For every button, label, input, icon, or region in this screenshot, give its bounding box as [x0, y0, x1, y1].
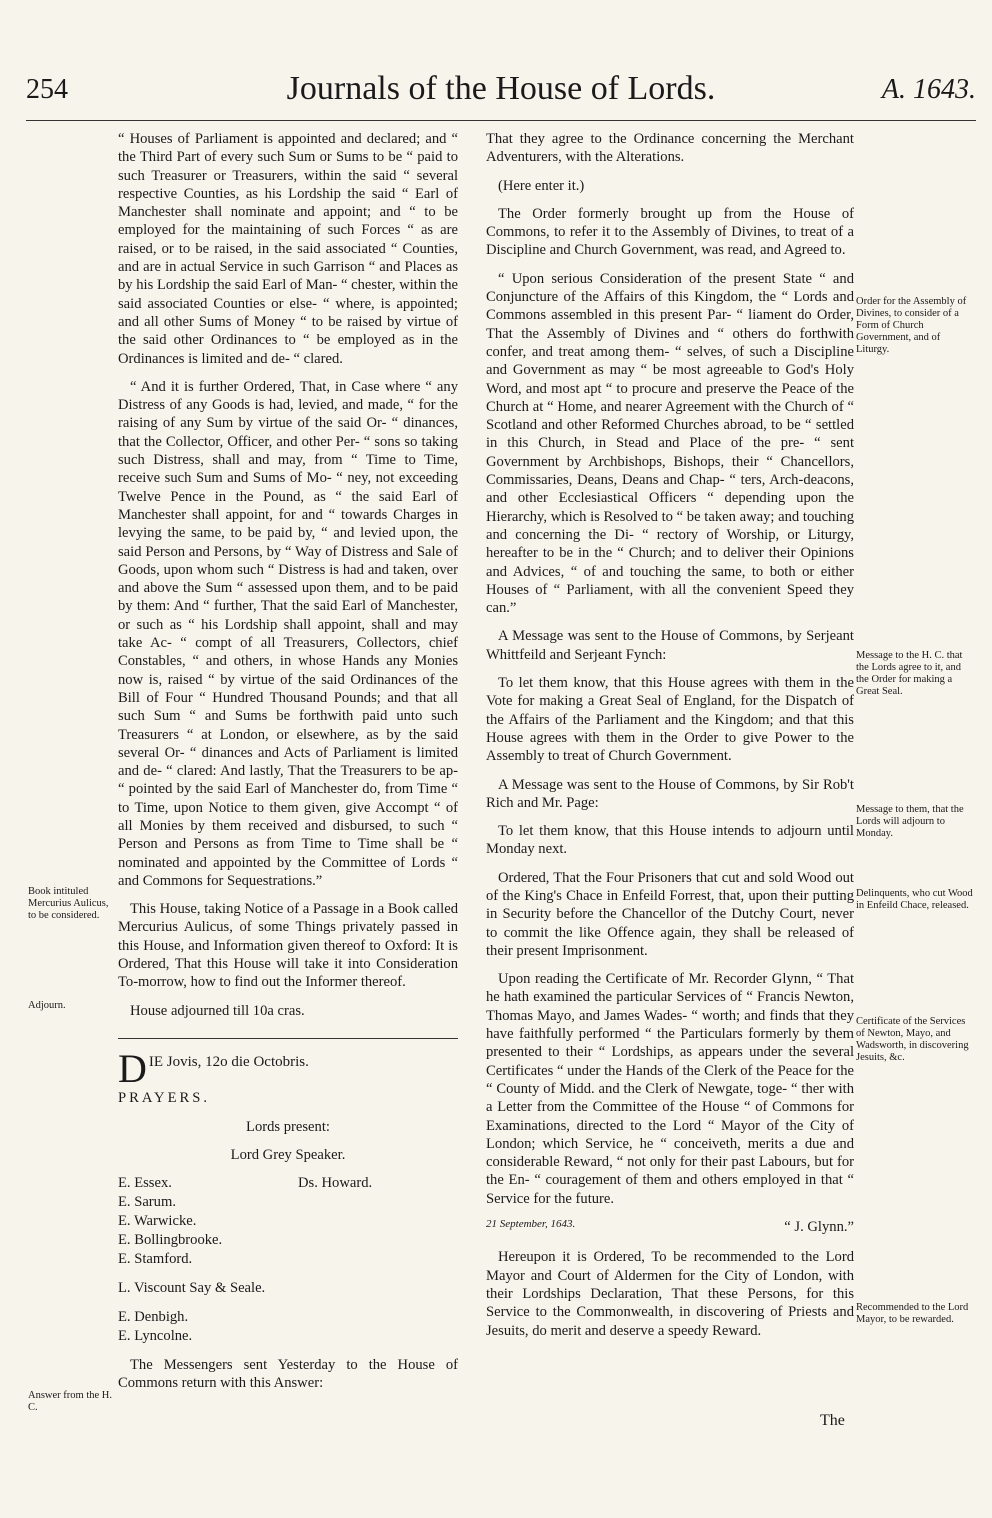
lord-entry: E. Lyncolne.: [118, 1328, 193, 1345]
messengers-answer: The Messengers sent Yesterday to the House of Commons return with this Answer:: [118, 1357, 458, 1392]
glynn-certificate: Upon reading the Certificate of Mr. Recorder Glynn, “ That he hath examined the particular Services of “ Francis Newton, Thomas Mayo, and James Wades- “ worth; and finds that they have faithfully performed “ the Particulars formerly by them presented to their “ Lordships, as appears under the several Certificates “ under the Hands of the Clerk of the Peace for the “ County of Midd. and the Clerk of Newgate, toge- “ ther with a Letter from the Committee of the House “ of Commons for Examinations, directed to the Lord “ Mayor of the City of London; which Service, he “ conceiveth, merits a due and considerable Reward, “ not only for their past Labours, but for the En- “ couragement of them and others employed in that “ Service for the future.: [486, 971, 854, 1207]
day-heading: [118, 1045, 458, 1091]
signature-date: 21 September, 1643.: [486, 1218, 576, 1231]
certificate-signature: [486, 1218, 854, 1236]
lord-entry: E. Warwicke.: [118, 1213, 197, 1230]
lord-entry: E. Bollingbrooke.: [118, 1232, 223, 1249]
message-one-content: To let them know, that this House agrees with them in the Vote for making a Great Seal of England, for the Dispatch of the Affairs of the Parliament and the Kingdom; and that this House agrees with them in the Order to give Power to the Assembly to treat of Church Government.: [486, 675, 854, 765]
message-two: A Message was sent to the House of Commons, by Sir Rob't Rich and Mr. Page:: [486, 776, 854, 811]
running-header: [26, 66, 976, 116]
prayers-heading: PRAYERS.: [118, 1090, 211, 1107]
margin-note-adjourn: Adjourn.: [28, 1000, 66, 1011]
ordinance-continuation: “ Houses of Parliament is appointed and declared; and “ the Third Part of every such Sum or Sums to be “ paid to such Treasurer or Treasurers, within the said “ several respective Counties, as his Lordship the said “ Earl of Manchester shall nominate and appoint; and “ to be employed for the maintaining of such Forces “ as are raised, or to be raised, in the said associated “ Counties, and are in actual Service in such Garrison “ and Places as by his Lordship the said Earl of Man- “ chester, within the said associated Counties or else- “ where, is appointed; and all other Sums of Money “ to be raised by virtue of the said other Ordinances to “ be employed as in the Ordinances is limited and de- “ clared.: [118, 131, 458, 367]
margin-note-adjourn-monday: Message to them, that the Lords will adjourn to Monday.: [856, 804, 964, 839]
recommendation-order: Hereupon it is Ordered, To be recommended to the Lord Mayor and Court of Aldermen for the City of London, with their Lordships Declaration, That these Persons, for this Service to the Commonwealth, in discovering of Priests and Jesuits, do merit and deserve a speedy Reward.: [486, 1249, 854, 1339]
margin-note-mercurius: Book intituled Mercurius Aulicus, to be considered.: [28, 886, 109, 921]
prisoners-order: Ordered, That the Four Prisoners that cut and sold Wood out of the King's Chace in Enfeild Forrest, that, upon their putting in Security before the Chancellor of the Dutchy Court, never to commit the like Offence again, they shall be released of their present Imprisonment.: [486, 869, 854, 959]
lord-entry: E. Stamford.: [118, 1251, 193, 1268]
lord-entry: E. Essex.: [118, 1175, 172, 1192]
lords-present-heading: Lords present:: [246, 1118, 330, 1135]
assembly-order-text: “ Upon serious Consideration of the present State “ and Conjuncture of the Affairs of this Kingdom, the “ Lords and Commons assembled in this present Par- “ liament do Order, That the Assembly of Divines and “ others do forthwith confer, and treat among them- “ selves, of such a Discipline and Government as may “ be most agreeable to God's Holy Word, and most apt “ to procure and preserve the Peace of the Church at “ Home, and nearer Agreement with the Church of “ Scotland and other Reformed Churches abroad, to be “ settled in this Church, in Stead and Place of the pre- “ sent Government by Archbishops, Bishops, their “ Chancellors, Commissaries, Deans, Deans and Chap- “ ters, Arch-deacons, and other Ecclesiastical Officers “ depending upon the Hierarchy, which is Resolved to “ be taken away; and touching and concerning the Di- “ rectory of Worship, or Liturgy, hereafter to be in the “ Church; and to deliver their Opinions and Advices, “ of and touching the same, to both or either Houses of “ Parliament, with all the convenient Speed they can.”: [486, 270, 854, 617]
year-label: A. 1643.: [881, 74, 976, 105]
right-column: [486, 130, 854, 1350]
catchword: The: [820, 1412, 845, 1429]
mercurius-aulicus-paragraph: This House, taking Notice of a Passage in a Book called Mercurius Aulicus, of some Things privately passed in this House, and Information given thereof to Oxford: It is Ordered, That this House will take it into Consideration To-morrow, how to find out the Informer thereof.: [118, 901, 458, 991]
drop-cap: D: [118, 1045, 147, 1091]
message-one: A Message was sent to the House of Commons, by Serjeant Whittfeild and Serjeant Fynch:: [486, 628, 854, 663]
lord-entry: Ds. Howard.: [298, 1175, 373, 1192]
margin-note-recommended: Recommended to the Lord Mayor, to be rewarded.: [856, 1302, 969, 1325]
enter-note: (Here enter it.): [498, 177, 585, 194]
assembly-order-intro: The Order formerly brought up from the House of Commons, to refer it to the Assembly of Divines, to treat of a Discipline and Church Government, was read, and Agreed to.: [486, 205, 854, 259]
signature-name: “ J. Glynn.”: [784, 1219, 854, 1236]
merchant-adventurers: That they agree to the Ordinance concerning the Merchant Adventurers, with the Alterations.: [486, 131, 854, 166]
left-column: [118, 130, 458, 1403]
lord-entry: L. Viscount Say & Seale.: [118, 1280, 266, 1297]
day-heading-text: IE Jovis, 12o die Octobris.: [148, 1053, 309, 1070]
lords-list: [118, 1174, 458, 1346]
speaker-line: Lord Grey Speaker.: [230, 1146, 346, 1163]
margin-note-certificate: Certificate of the Services of Newton, Mayo, and Wadsworth, in discovering Jesuits, &c.: [856, 1016, 969, 1063]
distress-ordinance: “ And it is further Ordered, That, in Case where “ any Distress of any Goods is had, levied, and made, “ for the raising of any Sum by virtue of the said Or- “ dinances, that the Collector, Officer, and other Per- “ sons so taking such Distress, shall and may, from “ Time to Time, receive such Sum and Sums of Mo- “ ney, not exceeding Twelve Pence in the Pound, as “ the said Earl of Manchester shall appoint, for and “ towards Charges in levying the same, to be paid by, “ and levied upon, the said Person and Persons, by “ Way of Distress and Sale of Goods, upon whom such “ Distress is had and taken, over and above the Sum “ assessed upon them, and to be paid by them: And “ further, That the said Earl of Manchester, or such as “ his Lordship shall appoint, shall and may take Ac- “ compt of all Treasurers, Collectors, chief Constables, “ and others, in whose Hands any Monies now is, raised “ by virtue of the said Ordinances of the Bill of Four “ Hundred Thousand Pounds; and that all such Sum “ and Sums be forthwith paid unto such Treasurers “ at London, or elsewhere, as by the said several Or- “ dinances and Acts of Parliament is limited and de- “ clared: And lastly, That the Treasurers to be ap- “ pointed by the said Earl of Manchester do, from Time “ to Time, upon Notice to them given, give Accompt “ of all Monies by them received and disbursed, to such “ Person and Persons as from Time to Time shall be “ nominated and appointed by the Committee of Lords “ and Commons for Sequestrations.”: [118, 378, 458, 889]
lord-entry: E. Sarum.: [118, 1194, 176, 1211]
adjourn-paragraph: House adjourned till 10a cras.: [130, 1002, 305, 1019]
page-title: Journals of the House of Lords.: [286, 70, 716, 107]
section-divider: [118, 1038, 458, 1039]
page-number: 254: [26, 74, 68, 105]
message-two-content: To let them know, that this House intends to adjourn until Monday next.: [486, 823, 854, 858]
lord-entry: E. Denbigh.: [118, 1309, 189, 1326]
header-rule: [26, 120, 976, 121]
margin-note-assembly: Order for the Assembly of Divines, to consider of a Form of Church Government, and of Liturgy.: [856, 296, 967, 355]
margin-note-answer: Answer from the H. C.: [28, 1390, 112, 1413]
margin-note-message-seal: Message to the H. C. that the Lords agree to it, and the Order for making a Great Seal.: [856, 650, 963, 697]
margin-note-delinquents: Delinquents, who cut Wood in Enfeild Chace, released.: [856, 888, 973, 911]
lords-list-col-2: [298, 1174, 448, 1346]
lords-list-col-1: [118, 1174, 298, 1346]
